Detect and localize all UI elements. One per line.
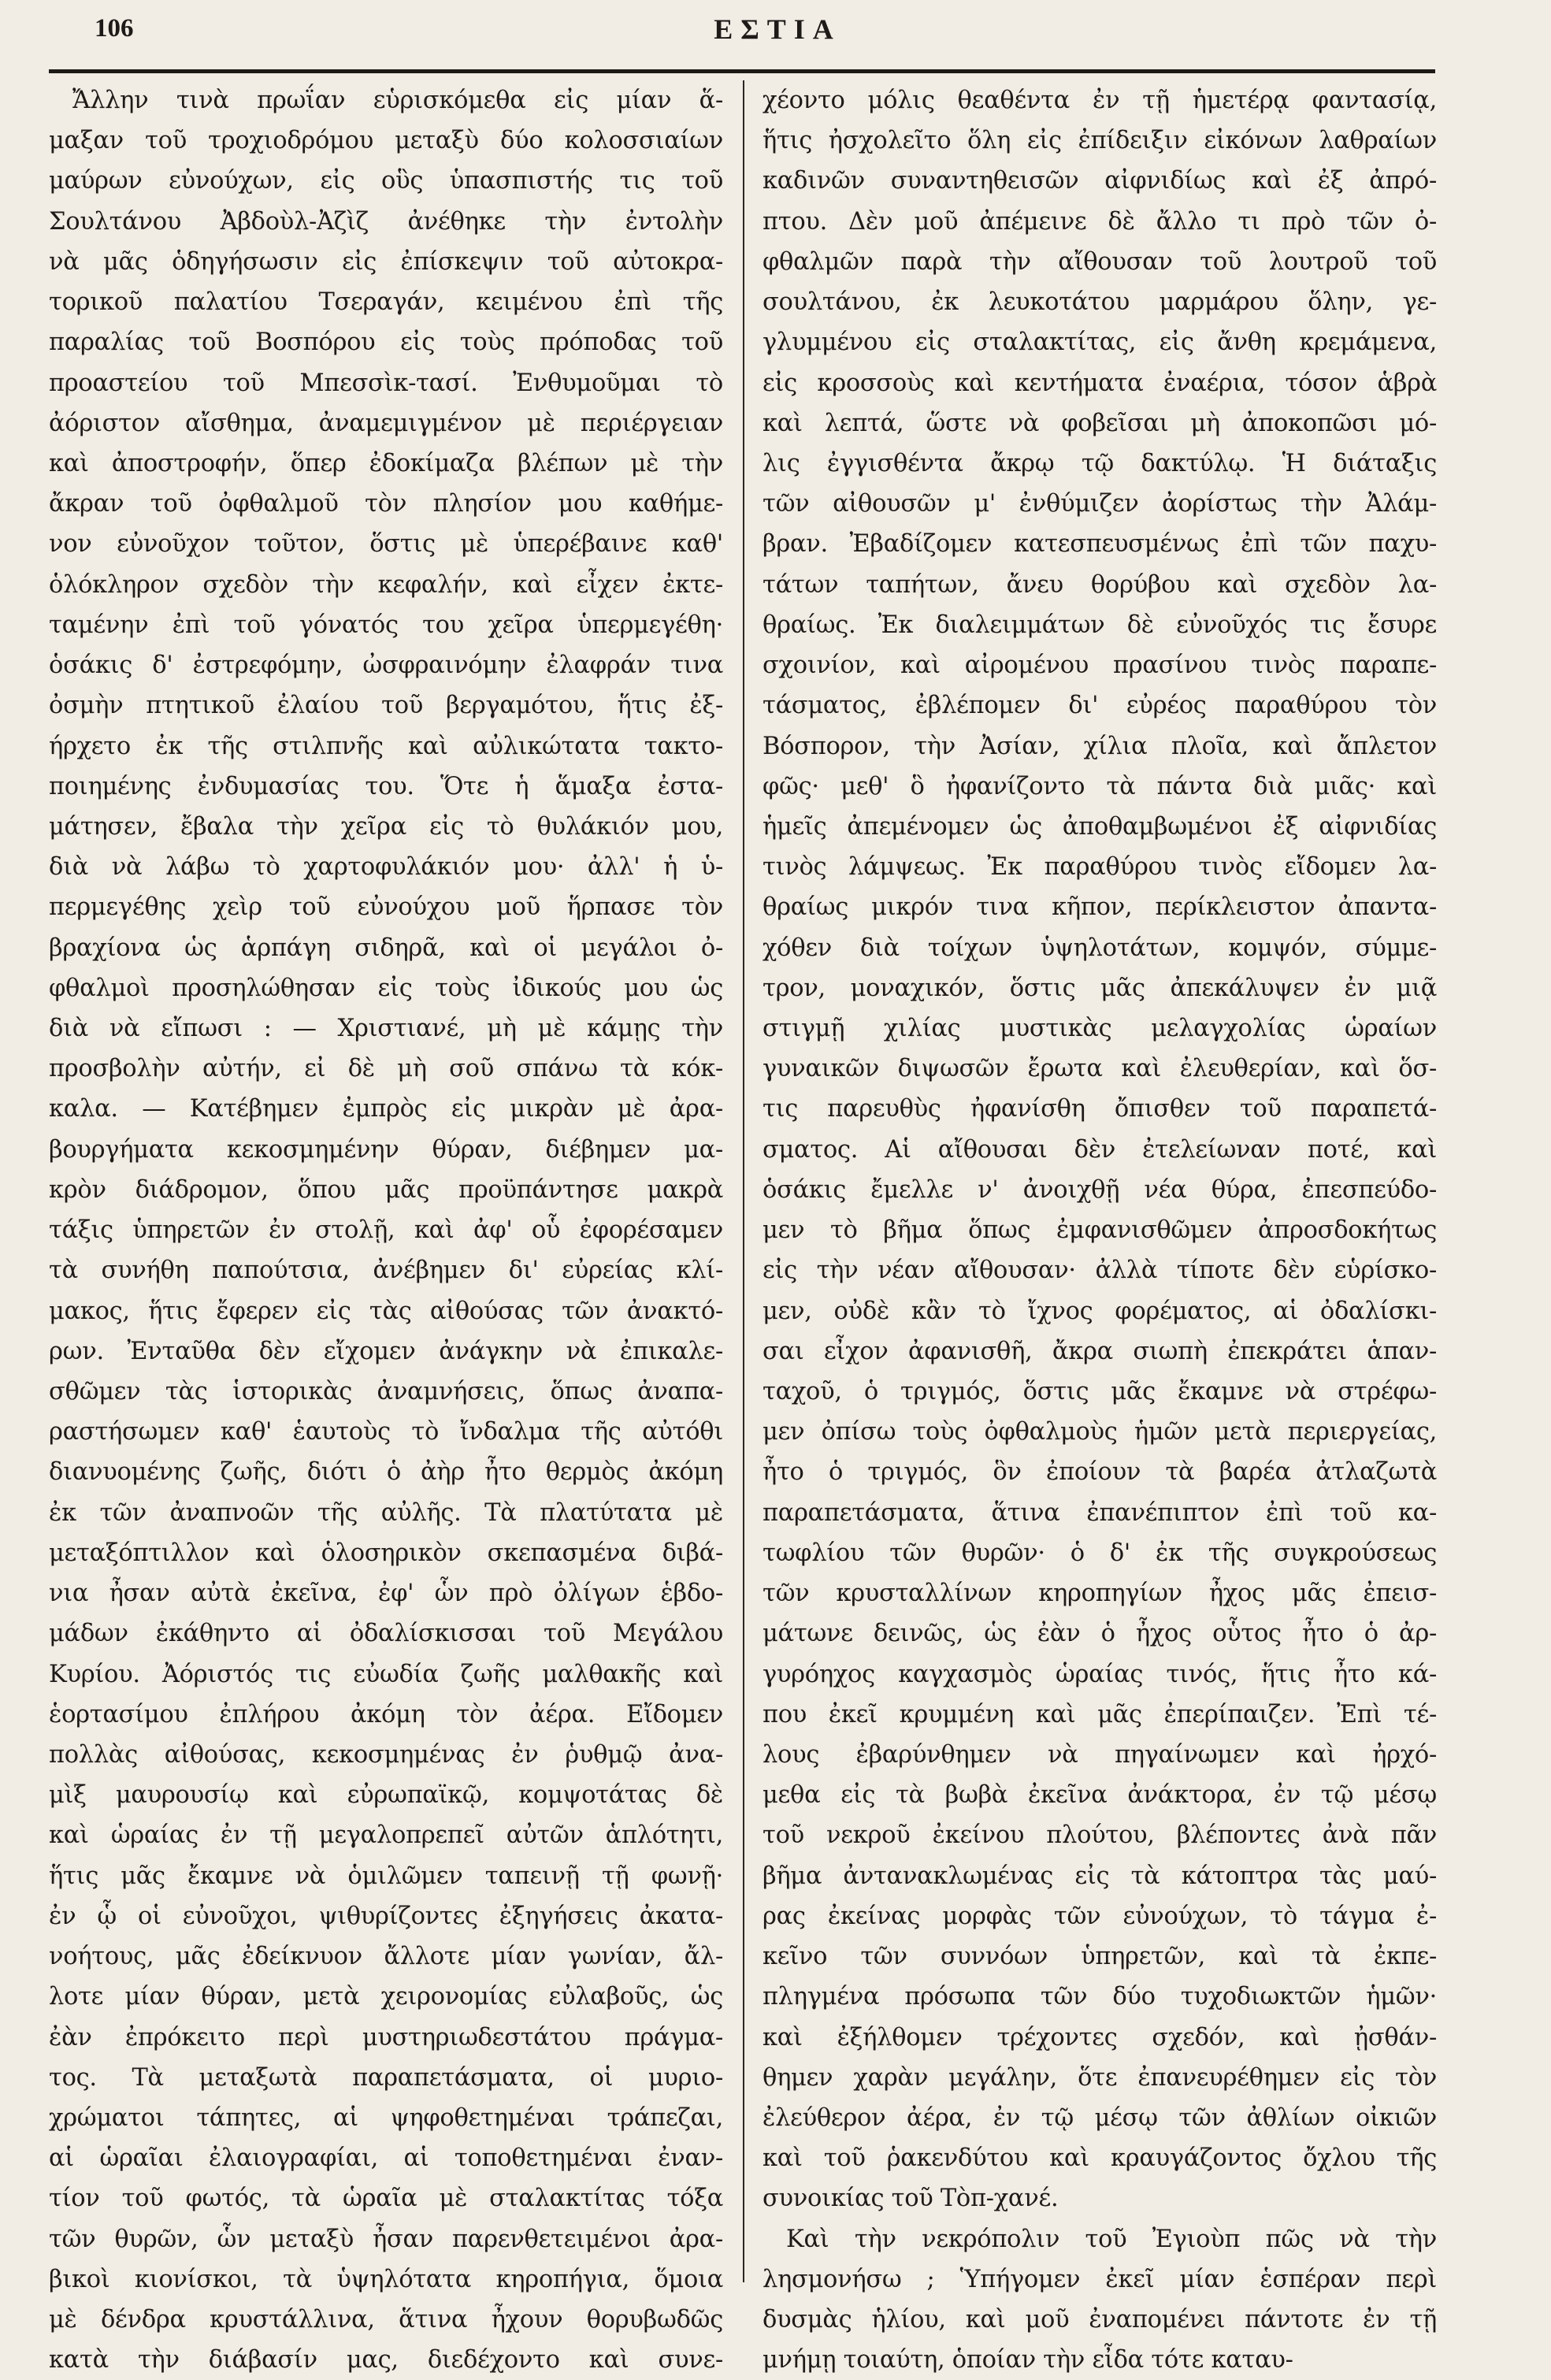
text-line: τάξις ὑπηρετῶν ἐν στολῇ, καὶ ἀφ' οὗ ἐφορέσαμεν bbox=[49, 1216, 723, 1245]
text-line: τρον, μοναχικόν, ὅστις μᾶς ἀπεκάλυψεν ἐν μιᾷ bbox=[763, 974, 1437, 1002]
page-header bbox=[49, 9, 1435, 54]
text-line: φῶς· μεθ' ὃ ἠφανίζοντο τὰ πάντα διὰ μιᾶς· καὶ bbox=[763, 772, 1437, 800]
text-line: κρὸν διάδρομον, ὅπου μᾶς προϋπάντησε μακρὰ bbox=[49, 1175, 723, 1204]
text-line: νὰ μᾶς ὁδηγήσωσιν εἰς ἐπίσκεψιν τοῦ αὐτοκρα- bbox=[49, 247, 723, 276]
text-line: δυσμὰς ἡλίου, καὶ μοῦ ἐναπομένει πάντοτε ἐν τῇ bbox=[763, 2306, 1437, 2334]
text-line: ήρχετο ἐκ τῆς στιλπνῆς καὶ αὐλικώτατα τακτο- bbox=[49, 732, 723, 760]
text-line: παραλίας τοῦ Βοσπόρου εἰς τοὺς πρόποδας τοῦ bbox=[49, 329, 723, 357]
text-line: βραχίονα ὡς ἁρπάγη σιδηρᾶ, καὶ οἱ μεγάλοι ὀ- bbox=[49, 934, 723, 962]
text-line: ἀόριστον αἴσθημα, ἀναμεμιγμένον μὲ περιέργειαν bbox=[49, 409, 723, 437]
text-line: καὶ ἐξήλθομεν τρέχοντες σχεδόν, καὶ ᾐσθάν- bbox=[763, 2023, 1437, 2051]
running-title: ΕΣΤΙΑ bbox=[714, 13, 841, 45]
text-line: ἐκ τῶν ἀναπνοῶν τῆς αὐλῆς. Τὰ πλατύτατα μὲ bbox=[49, 1498, 723, 1527]
text-line: ταμένην ἐπὶ τοῦ γόνατός του χεῖρα ὑπερμεγέθη· bbox=[49, 611, 723, 639]
text-line: ποιημένης ἐνδυμασίας του. Ὅτε ἡ ἅμαξα ἐστα- bbox=[49, 772, 723, 800]
text-line: ἐὰν ἐπρόκειτο περὶ μυστηριωδεστάτου πράγμα- bbox=[49, 2023, 723, 2051]
text-line: μεν τὸ βῆμα ὅπως ἐμφανισθῶμεν ἀπροσδοκήτως bbox=[763, 1216, 1437, 1245]
text-line: μεν, οὐδὲ κἂν τὸ ἴχνος φορέματος, αἱ ὀδαλίσκι- bbox=[763, 1297, 1437, 1325]
text-line: τῶν αἰθουσῶν μ' ἐνθύμιζεν ἀορίστως τὴν Ἀλάμ- bbox=[763, 490, 1437, 518]
text-line: σθῶμεν τὰς ἱστορικὰς ἀναμνήσεις, ὅπως ἀναπα- bbox=[49, 1378, 723, 1405]
text-line: διὰ νὰ λάβω τὸ χαρτοφυλάκιόν μου· ἀλλ' ἡ ὑ- bbox=[49, 853, 723, 882]
text-line: προαστείου τοῦ Μπεσσὶκ-τασί. Ἐνθυμοῦμαι τὸ bbox=[49, 369, 723, 397]
text-line: πολλὰς αἰθούσας, κεκοσμημένας ἐν ῥυθμῷ ἀνα- bbox=[49, 1740, 723, 1769]
text-line: Σουλτάνου Ἀβδοὺλ-Ἀζὶζ ἀνέθηκε τὴν ἐντολὴν bbox=[49, 207, 723, 236]
text-line: διανυομένης ζωῆς, διότι ὁ ἀὴρ ἦτο θερμὸς ἀκόμη bbox=[49, 1458, 723, 1487]
text-line: λοτε μίαν θύραν, μετὰ χειρονομίας εὐλαβοῦς, ὡς bbox=[49, 1983, 723, 2011]
text-line: μὶξ μαυρουσίῳ καὶ εὐρωπαϊκῷ, κομψοτάτας δὲ bbox=[49, 1781, 723, 1810]
text-line: σχοινίον, καὶ αἰρομένου πρασίνου τινὸς παραπε- bbox=[763, 652, 1437, 680]
text-line: μεθα εἰς τὰ βωβὰ ἐκεῖνα ἀνάκτορα, ἐν τῷ μέσῳ bbox=[763, 1781, 1437, 1810]
text-line: ραστήσωμεν καθ' ἑαυτοὺς τὸ ἴνδαλμα τῆς αὐτόθι bbox=[49, 1418, 723, 1446]
text-line: τορικοῦ παλατίου Τσεραγάν, κειμένου ἐπὶ τῆς bbox=[49, 288, 723, 317]
text-line: ἦτο ὁ τριγμός, ὃν ἐποίουν τὰ βαρέα ἀτλαζωτὰ bbox=[763, 1458, 1437, 1487]
text-line: ἥτις μᾶς ἔκαμνε νὰ ὁμιλῶμεν ταπεινῇ τῇ φωνῇ· bbox=[49, 1862, 723, 1890]
text-line: πτου. Δὲν μοῦ ἀπέμεινε δὲ ἄλλο τι πρὸ τῶν ὀ- bbox=[763, 207, 1437, 236]
text-line: ρας ἐκείνας μορφὰς τῶν εὐνούχων, τὸ τάγμα ἐ- bbox=[763, 1902, 1437, 1930]
text-line: που ἐκεῖ κρυμμένη καὶ μᾶς ἐπερίπαιζεν. Ἐπὶ τέ- bbox=[763, 1700, 1437, 1728]
text-line: ἄκραν τοῦ ὀφθαλμοῦ τὸν πλησίον μου καθήμε- bbox=[49, 490, 723, 518]
text-line: προσβολὴν αὐτήν, εἰ δὲ μὴ σοῦ σπάνω τὰ κόκ- bbox=[49, 1055, 723, 1083]
text-line: χέοντο μόλις θεαθέντα ἐν τῇ ἡμετέρᾳ φαντασίᾳ, bbox=[763, 87, 1437, 114]
text-line: τις παρευθὺς ἠφανίσθη ὄπισθεν τοῦ παραπετά- bbox=[763, 1095, 1437, 1123]
text-line: ἑορτασίμου ἐπλήρου ἀκόμη τὸν ἀέρα. Εἴδομεν bbox=[49, 1700, 723, 1728]
text-line: περμεγέθης χεὶρ τοῦ εὐνούχου μοῦ ἥρπασε τὸν bbox=[49, 893, 723, 922]
text-line: λησμονήσω ; Ὑπήγομεν ἐκεῖ μίαν ἑσπέραν περὶ bbox=[763, 2265, 1437, 2293]
text-line: ρων. Ἐνταῦθα δὲν εἴχομεν ἀνάγκην νὰ ἐπικαλε- bbox=[49, 1337, 723, 1365]
text-line: καὶ τοῦ ῥακενδύτου καὶ κραυγάζοντος ὄχλου τῆς bbox=[763, 2144, 1437, 2173]
text-line: καδινῶν συναντηθεισῶν αἰφνιδίως καὶ ἐξ ἀπρό- bbox=[763, 167, 1437, 195]
text-line: ὁσάκις ἔμελλε ν' ἀνοιχθῇ νέα θύρα, ἐπεσπεύδο- bbox=[763, 1175, 1437, 1204]
text-line: ὁλόκληρον σχεδὸν τὴν κεφαλήν, καὶ εἶχεν ἐκτε- bbox=[49, 570, 723, 599]
text-line: τάσματος, ἐβλέπομεν δι' εὐρέος παραθύρου τὸν bbox=[763, 692, 1437, 720]
text-line: νον εὐνοῦχον τοῦτον, ὅστις μὲ ὑπερέβαινε καθ' bbox=[49, 530, 723, 559]
text-line: θραίως μικρόν τινα κῆπον, περίκλειστον ἀπαντα- bbox=[763, 893, 1437, 922]
text-line: μακος, ἥτις ἔφερεν εἰς τὰς αἰθούσας τῶν ἀνακτό- bbox=[49, 1297, 723, 1325]
text-line: εἰς κροσσοὺς καὶ κεντήματα ἐναέρια, τόσον ἁβρὰ bbox=[763, 369, 1437, 397]
text-line: μεν ὀπίσω τοὺς ὀφθαλμοὺς ἡμῶν μετὰ περιεργείας, bbox=[763, 1418, 1437, 1446]
text-line: χόθεν διὰ τοίχων ὑψηλοτάτων, κομψόν, σύμμε- bbox=[763, 934, 1437, 962]
text-line: τῶν κρυσταλλίνων κηροπηγίων ἦχος μᾶς ἐπεισ- bbox=[763, 1580, 1437, 1608]
text-line: ταχοῦ, ὁ τριγμός, ὅστις μᾶς ἔκαμνε νὰ στρέφω- bbox=[763, 1378, 1437, 1405]
text-line: ὀσμὴν πτητικοῦ ἐλαίου τοῦ βεργαμότου, ἥτις ἐξ- bbox=[49, 692, 723, 720]
text-line: τινὸς λάμψεως. Ἐκ παραθύρου τινὸς εἴδομεν λα- bbox=[763, 853, 1437, 882]
text-line: μαξαν τοῦ τροχιοδρόμου μεταξὺ δύο κολοσσιαίων bbox=[49, 127, 723, 155]
text-line: καὶ ἀποστροφήν, ὅπερ ἐδοκίμαζα βλέπων μὲ τὴν bbox=[49, 449, 723, 477]
text-line: κεῖνο τῶν συννόων ὑπηρετῶν, καὶ τὰ ἐκπε- bbox=[763, 1943, 1437, 1971]
text-line: μνήμῃ τοιαύτη, ὁποίαν τὴν εἶδα τότε καταυ- bbox=[763, 2346, 1293, 2374]
text-line: εἰς τὴν νέαν αἴθουσαν· ἀλλὰ τίποτε δὲν εὑρίσκο- bbox=[763, 1257, 1437, 1285]
text-line: τίον τοῦ φωτός, τὰ ὡραῖα μὲ σταλακτίτας τόξα bbox=[49, 2185, 723, 2213]
text-line: Κυρίου. Ἀόριστός τις εὐωδία ζωῆς μαλθακῆς καὶ bbox=[49, 1660, 723, 1688]
text-line: τάτων ταπήτων, ἄνευ θορύβου καὶ σχεδὸν λα- bbox=[763, 570, 1437, 599]
text-line: λις ἐγγισθέντα ἄκρῳ τῷ δακτύλῳ. Ἡ διάταξις bbox=[763, 449, 1437, 477]
column-divider bbox=[743, 80, 744, 2282]
text-line: βικοὶ κιονίσκοι, τὰ ὑψηλότατα κηροπήγια, ὅμοια bbox=[49, 2265, 723, 2293]
text-line: νοήτους, μᾶς ἐδείκνυον ἄλλοτε μίαν γωνίαν, ἄλ- bbox=[49, 1943, 723, 1971]
text-line: σαι εἶχον ἀφανισθῆ, ἄκρα σιωπὴ ἐπεκράτει ἁπαν- bbox=[763, 1337, 1437, 1365]
text-line: σουλτάνου, ἐκ λευκοτάτου μαρμάρου ὅλην, γε- bbox=[763, 288, 1437, 317]
text-line: Ἄλλην τινὰ πρωΐαν εὑρισκόμεθα εἰς μίαν ἅ- bbox=[72, 87, 723, 114]
text-line: τοῦ νεκροῦ ἐκείνου πλούτου, βλέποντες ἀνὰ πᾶν bbox=[763, 1821, 1437, 1850]
text-line: πληγμένα πρόσωπα τῶν δύο τυχοδιωκτῶν ἡμῶν· bbox=[763, 1983, 1437, 2011]
text-line: τὰ συνήθη παπούτσια, ἀνέβημεν δι' εὐρείας κλί- bbox=[49, 1257, 723, 1285]
text-line: γυναικῶν διψωσῶν ἔρωτα καὶ ἐλευθερίαν, καὶ ὅσ- bbox=[763, 1055, 1437, 1083]
text-line: ἐν ᾧ οἱ εὐνοῦχοι, ψιθυρίζοντες ἐξηγήσεις ἀκατα- bbox=[49, 1902, 723, 1930]
text-line: λους ἐβαρύνθημεν νὰ πηγαίνωμεν καὶ ἠρχό- bbox=[763, 1740, 1437, 1769]
text-line: θραίως. Ἐκ διαλειμμάτων δὲ εὐνοῦχός τις ἔσυρε bbox=[763, 611, 1437, 639]
text-line: μάδων ἐκάθηντο αἱ ὀδαλίσκισσαι τοῦ Μεγάλου bbox=[49, 1620, 723, 1648]
text-line: παραπετάσματα, ἅτινα ἐπανέπιπτον ἐπὶ τοῦ κα- bbox=[763, 1498, 1437, 1527]
text-line: Βόσπορον, τὴν Ἀσίαν, χίλια πλοῖα, καὶ ἄπλετον bbox=[763, 732, 1437, 760]
text-line: διὰ νὰ εἴπωσι : — Χριστιανέ, μὴ μὲ κάμῃς τὴν bbox=[49, 1015, 723, 1043]
text-line: ἡμεῖς ἀπεμένομεν ὡς ἀποθαμβωμένοι ἐξ αἰφνιδίας bbox=[763, 812, 1437, 841]
text-line: γυρόηχος καγχασμὸς ὡραίας τινός, ἥτις ἦτο κά- bbox=[763, 1660, 1437, 1688]
text-line: τῶν θυρῶν, ὧν μεταξὺ ἦσαν παρενθετειμένοι ἀρα- bbox=[49, 2225, 723, 2253]
text-line: στιγμῇ χιλίας μυστικὰς μελαγχολίας ὡραίων bbox=[763, 1015, 1437, 1043]
text-line: μεταξόπτιλλον καὶ ὁλοσηρικὸν σκεπασμένα διβά- bbox=[49, 1539, 723, 1567]
text-line: χρώματοι τάπητες, αἱ ψηφοθετημέναι τράπεζαι, bbox=[49, 2103, 723, 2132]
text-line: μάτησεν, ἔβαλα τὴν χεῖρα εἰς τὸ θυλάκιόν μου, bbox=[49, 812, 723, 841]
text-line: αἱ ὡραῖαι ἐλαιογραφίαι, αἱ τοποθετημέναι ἐναν- bbox=[49, 2144, 723, 2173]
text-line: βραν. Ἐβαδίζομεν κατεσπευσμένως ἐπὶ τῶν παχυ- bbox=[763, 530, 1437, 559]
text-line: Καὶ τὴν νεκρόπολιν τοῦ Ἐγιοὺπ πῶς νὰ τὴν bbox=[786, 2225, 1437, 2253]
text-line: κατὰ τὴν διάβασίν μας, διεδέχοντο καὶ συνε- bbox=[49, 2346, 723, 2374]
text-line: φθαλμῶν παρὰ τὴν αἴθουσαν τοῦ λουτροῦ τοῦ bbox=[763, 247, 1437, 276]
text-line: μαύρων εὐνούχων, εἰς οὓς ὑπασπιστής τις τοῦ bbox=[49, 167, 723, 195]
text-line: ἥτις ἠσχολεῖτο ὅλη εἰς ἐπίδειξιν εἰκόνων λαθραίων bbox=[763, 127, 1437, 155]
text-line: βῆμα ἀντανακλωμένας εἰς τὰ κάτοπτρα τὰς μαύ- bbox=[763, 1862, 1437, 1890]
left-column bbox=[49, 80, 723, 2380]
text-line: ὁσάκις δ' ἐστρεφόμην, ὠσφραινόμην ἐλαφράν τινα bbox=[49, 652, 723, 680]
text-line: σματος. Αἱ αἴθουσαι δὲν ἐτελείωναν ποτέ, καὶ bbox=[763, 1135, 1437, 1164]
text-line: καλα. — Κατέβημεν ἐμπρὸς εἰς μικρὰν μὲ ἀρα- bbox=[49, 1095, 723, 1123]
text-line: τος. Τὰ μεταξωτὰ παραπετάσματα, οἱ μυριο- bbox=[49, 2063, 723, 2092]
right-column bbox=[763, 80, 1437, 2380]
text-line: θημεν χαρὰν μεγάλην, ὅτε ἐπανευρέθημεν εἰς τὸν bbox=[763, 2063, 1437, 2092]
text-line: ἐλεύθερον ἀέρα, ἐν τῷ μέσῳ τῶν ἀθλίων οἰκιῶν bbox=[763, 2103, 1437, 2132]
text-line: συνοικίας τοῦ Τὸπ-χανέ. bbox=[763, 2185, 1059, 2213]
text-line: μὲ δένδρα κρυστάλλινα, ἅτινα ἦχουν θορυβωδῶς bbox=[49, 2306, 723, 2334]
page-number: 106 bbox=[95, 14, 134, 43]
text-line: καὶ ὡραίας ἐν τῇ μεγαλοπρεπεῖ αὐτῶν ἁπλότητι, bbox=[49, 1821, 723, 1850]
text-line: μάτωνε δεινῶς, ὡς ἐὰν ὁ ἦχος οὗτος ἦτο ὁ ἀρ- bbox=[763, 1620, 1437, 1648]
text-line: βουργήματα κεκοσμημένην θύραν, διέβημεν μα- bbox=[49, 1135, 723, 1164]
text-line: νια ἦσαν αὐτὰ ἐκεῖνα, ἐφ' ὧν πρὸ ὀλίγων ἑβδο- bbox=[49, 1580, 723, 1608]
header-rule bbox=[49, 69, 1435, 73]
text-line: καὶ λεπτά, ὥστε νὰ φοβεῖσαι μὴ ἀποκοπῶσι μό- bbox=[763, 409, 1437, 437]
text-line: τωφλίου τῶν θυρῶν· ὁ δ' ἐκ τῆς συγκρούσεως bbox=[763, 1539, 1437, 1567]
text-line: γλυμμένου εἰς σταλακτίτας, εἰς ἄνθη κρεμάμενα, bbox=[763, 329, 1437, 357]
text-line: φθαλμοὶ προσηλώθησαν εἰς τοὺς ἰδικούς μου ὡς bbox=[49, 974, 723, 1002]
